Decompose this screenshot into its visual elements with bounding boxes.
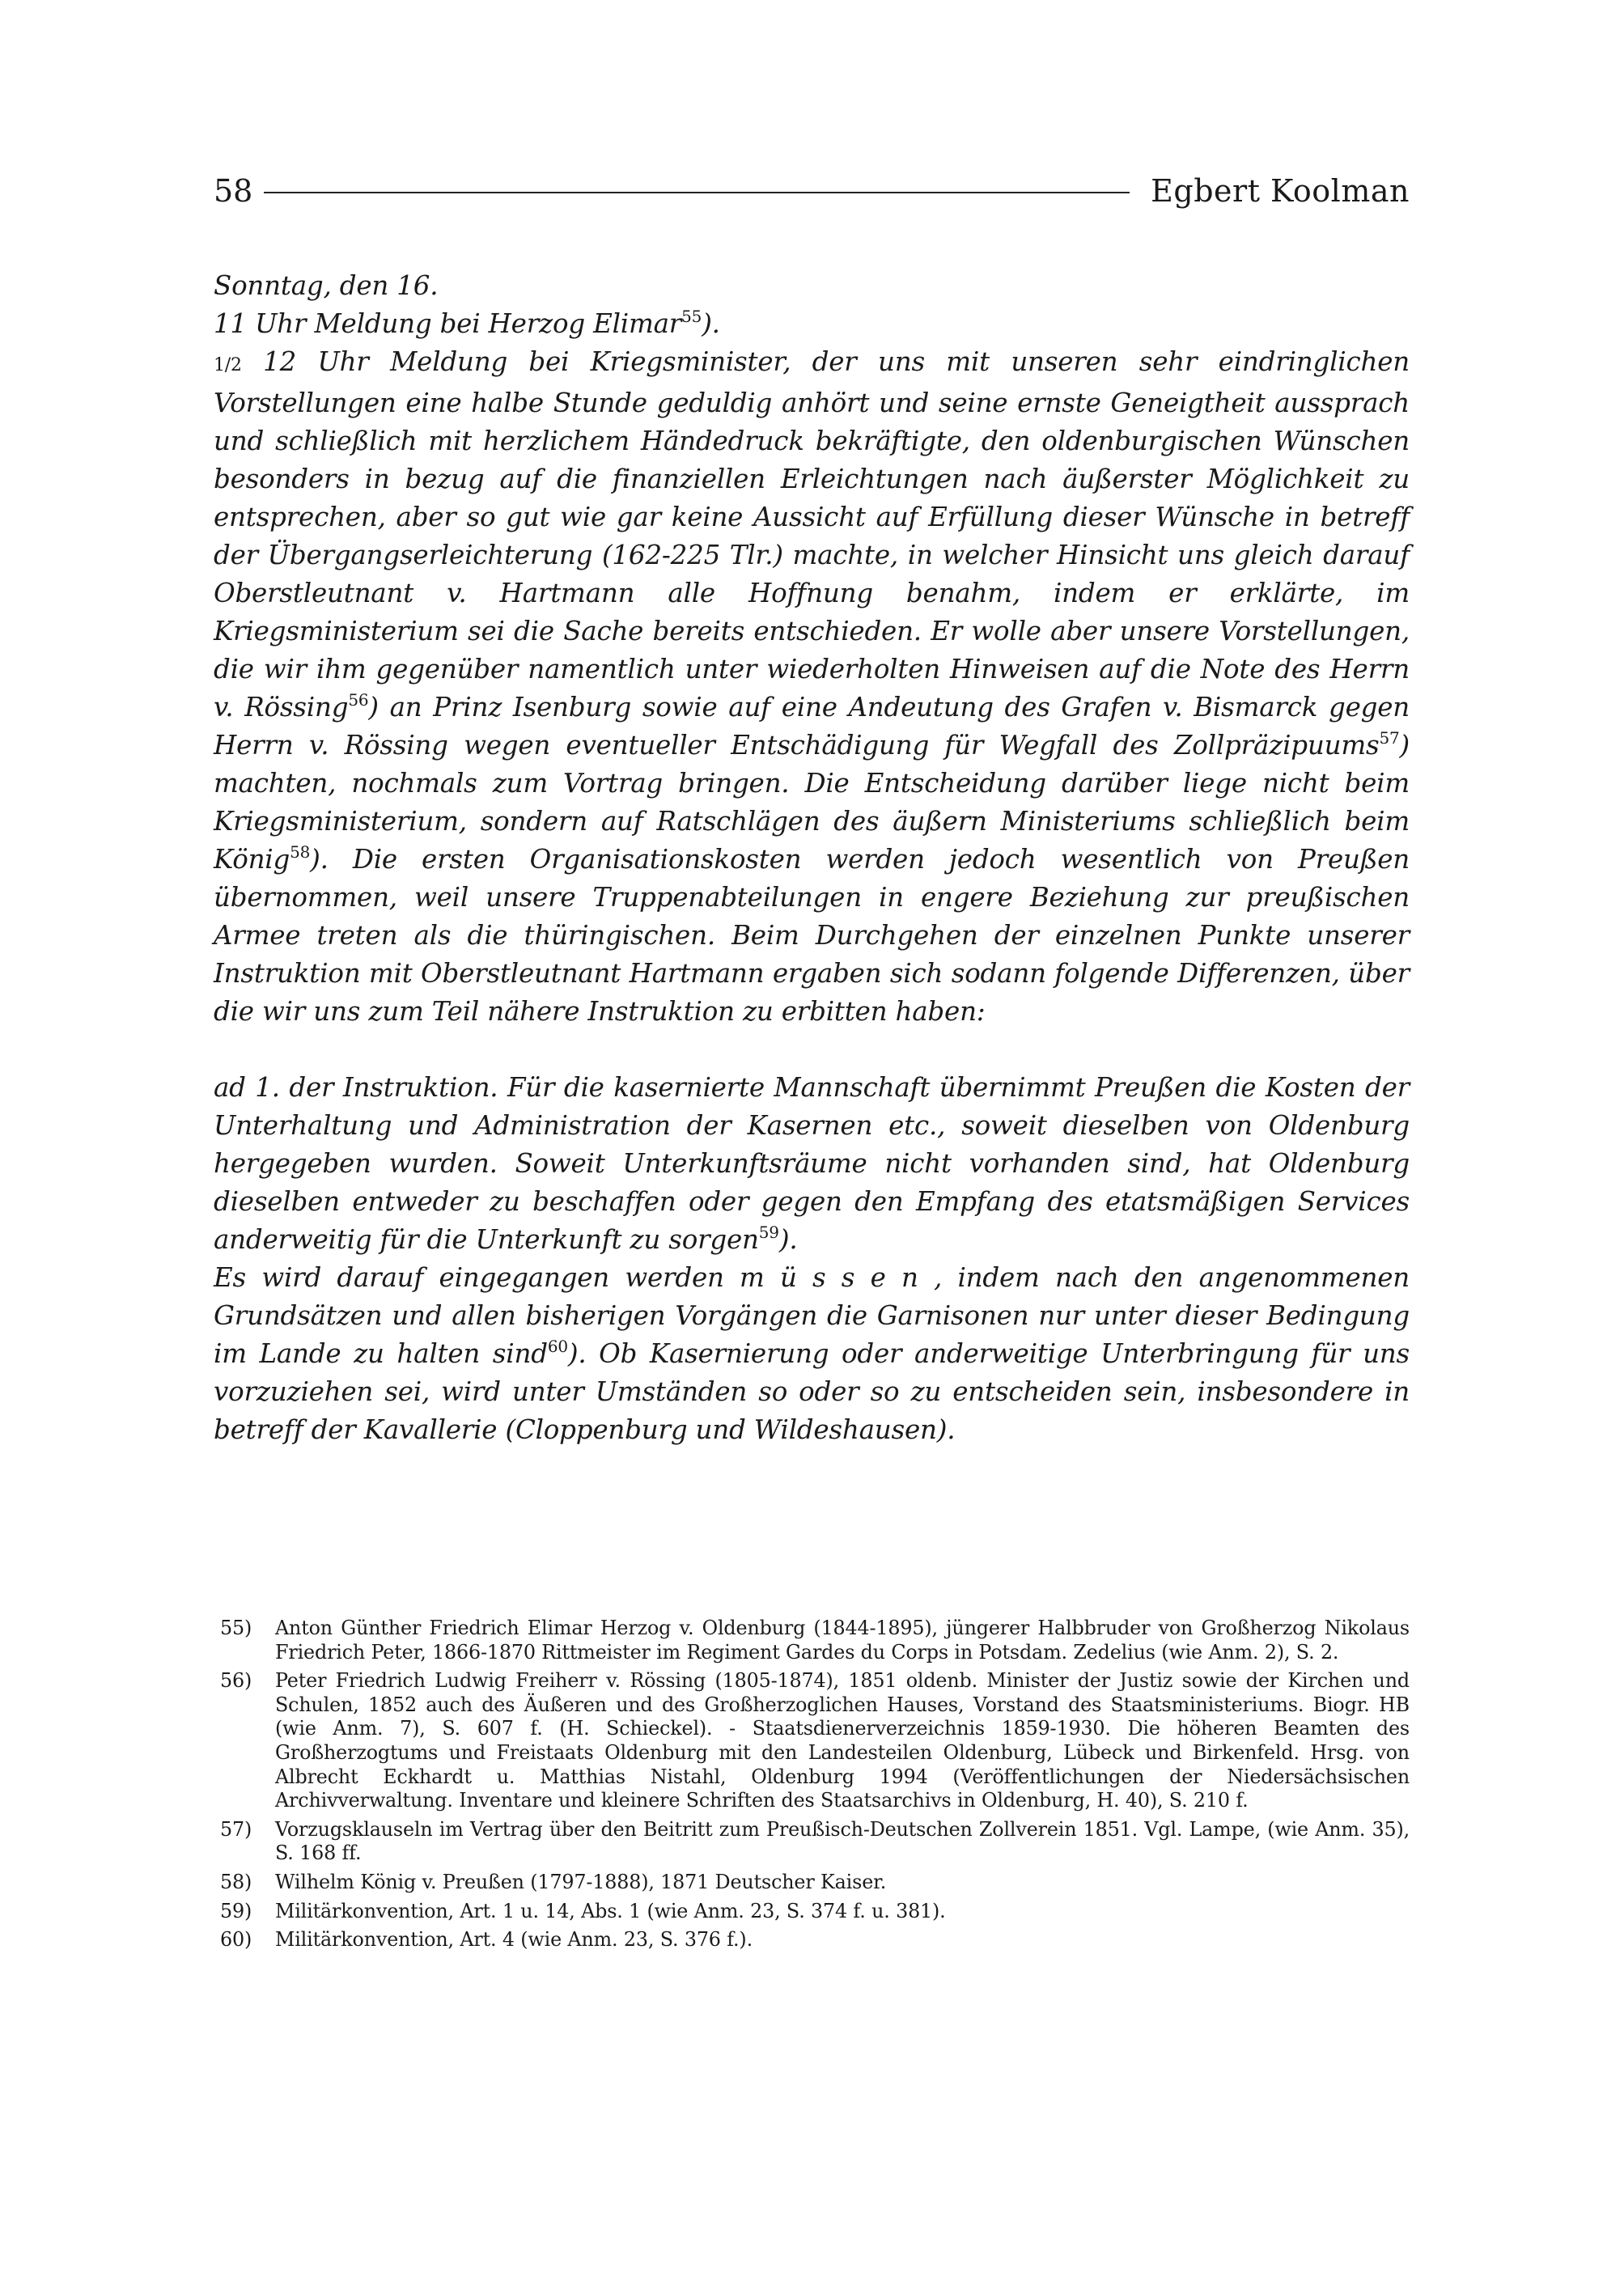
footnote-text: Anton Günther Friedrich Elimar Herzog v. Oldenburg (1844-1895), jüngerer Halbbruder von Großherzog Nikolaus Friedrich Peter, 1866-1870 Rittmeister im Regiment Gardes du Corps in Potsdam. Zedelius (wie Anm. 2), S. 2. [275, 1617, 1410, 1664]
footnote-text: Militärkonvention, Art. 4 (wie Anm. 23, S. 376 f.). [275, 1928, 753, 1952]
footnote-number: 57) [220, 1817, 252, 1841]
ad1-paragraph: ad 1. der Instruktion. Für die kasernierte Mannschaft übernimmt Preußen die Kosten der Unterhaltung und Administration der Kasernen etc., soweit dieselben von Oldenburg hergegeben wurden. Soweit Unterkunftsräume nicht vorhanden sind, hat Oldenburg dieselben entweder zu beschaffen oder gegen den Empfang des etatsmäßigen Services anderweitig für die Unterkunft zu sorgen$^{59}$). [214, 1072, 1410, 1255]
footnote-ref-60[interactable]: 60 [547, 1337, 568, 1356]
footnote-number: 59) [220, 1899, 252, 1922]
footnote-ref-57[interactable]: 57 [1379, 728, 1400, 748]
footnote-number: 55) [220, 1617, 252, 1639]
footnotes [220, 1617, 1410, 1957]
fraction-half: 1/2 [214, 355, 242, 375]
footnote-text: Vorzugsklauseln im Vertrag über den Beitritt zum Preußisch-Deutschen Zollverein 1851. Vgl. Lampe, (wie Anm. 35), S. 168 ff. [275, 1817, 1410, 1865]
footnote-55 [220, 1617, 1410, 1664]
footnote-57 [220, 1818, 1410, 1866]
footnote-text: Wilhelm König v. Preußen (1797-1888), 1871 Deutscher Kaiser. [275, 1870, 887, 1893]
footnote-number: 58) [220, 1870, 252, 1893]
date-line: Sonntag, den 16. [214, 270, 439, 301]
entry-elimar: 11 Uhr Meldung bei Herzog Elimar$^{55}$). [214, 307, 720, 339]
diary-text [214, 267, 1410, 1449]
footnote-56 [220, 1669, 1410, 1813]
footnote-58 [220, 1871, 1410, 1895]
ad1-continuation: Es wird darauf eingegangen werden m ü s s e n , indem nach den angenommenen Grundsätzen und allen bisherigen Vorgängen die Garnisonen nur unter dieser Bedingung im Lande zu halten sind$^{60}$). Ob Kasernierung oder anderweitige Unterbringung für uns vorzuziehen sei, wird unter Umständen so oder so zu entscheiden sein, insbesondere in betreff der Kavallerie (Cloppenburg und Wildeshausen). [214, 1262, 1410, 1445]
footnote-number: 60) [220, 1928, 252, 1952]
footnote-ref-58[interactable]: 58 [290, 842, 311, 862]
footnote-text: Peter Friedrich Ludwig Freiherr v. Rössing (1805-1874), 1851 oldenb. Minister der Justiz sowie der Kirchen und Schulen, 1852 auch des Äußeren und des Großherzoglichen Hauses, Vorstand des Staatsministeriums. Biogr. HB (wie Anm. 7), S. 607 f. (H. Schieckel). - Staatsdienerverzeichnis 1859-1930. Die höheren Beamten des Großherzogtums und Freistaats Oldenburg mit den Landesteilen Oldenburg, Lübeck und Birkenfeld. Hrsg. von Albrecht Eckhardt u. Matthias Nistahl, Oldenburg 1994 (Veröffentlichungen der Niedersächsischen Archivverwaltung. Inventare und kleinere Schriften des Staatsarchivs in Oldenburg, H. 40), S. 210 f. [275, 1669, 1410, 1812]
footnote-ref-56[interactable]: 56 [348, 690, 369, 710]
entry-kriegsminister: 1/2 12 Uhr Meldung bei Kriegsminister, der uns mit unseren sehr eindringlichen Vorstellungen eine halbe Stunde geduldig anhört und seine ernste Geneigtheit aussprach und schließlich mit herzlichem Händedruck bekräftigte, den oldenburgischen Wünschen besonders in bezug auf die finanziellen Erleichtungen nach äußerster Möglichkeit zu entsprechen, aber so gut wie gar keine Aussicht auf Erfüllung dieser Wünsche in betreff der Übergangserleichterung (162-225 Tlr.) machte, in welcher Hinsicht uns gleich darauf Oberstleutnant v. Hartmann alle Hoffnung benahm, indem er erklärte, im Kriegsministerium sei die Sache bereits entschieden. Er wolle aber unsere Vorstellungen, die wir ihm gegenüber namentlich unter wiederholten Hinweisen auf die Note des Herrn v. Rössing$^{56}$) an Prinz Isenburg sowie auf eine Andeutung des Grafen v. Bismarck gegen Herrn v. Rössing wegen eventueller Entschädigung für Wegfall des Zollpräzipuums$^{57}$) machten, nochmals zum Vortrag bringen. Die Entscheidung darüber liege nicht beim Kriegsministerium, sondern auf Ratschlägen des äußern Ministeriums schließlich beim König$^{58}$). Die ersten Organisationskosten werden jedoch wesentlich von Preußen übernommen, weil unsere Truppenabteilungen in engere Beziehung zur preußischen Armee treten als die thüringischen. Beim Durchgehen der einzelnen Punkte unserer Instruktion mit Oberstleutnant Hartmann ergaben sich sodann folgende Differenzen, über die wir uns zum Teil nähere Instruktion zu erbitten haben: [214, 346, 1410, 1027]
page-number: 58 [214, 173, 253, 209]
footnote-text: Militärkonvention, Art. 1 u. 14, Abs. 1 (wie Anm. 23, S. 374 f. u. 381). [275, 1899, 946, 1922]
header-rule [264, 192, 1130, 193]
page-header [214, 167, 1410, 215]
footnote-60 [220, 1928, 1410, 1952]
running-head-author: Egbert Koolman [1151, 173, 1410, 209]
footnote-ref-55[interactable]: 55 [681, 307, 702, 326]
footnote-59 [220, 1900, 1410, 1924]
footnote-ref-59[interactable]: 59 [758, 1223, 779, 1242]
footnote-number: 56) [220, 1669, 252, 1693]
